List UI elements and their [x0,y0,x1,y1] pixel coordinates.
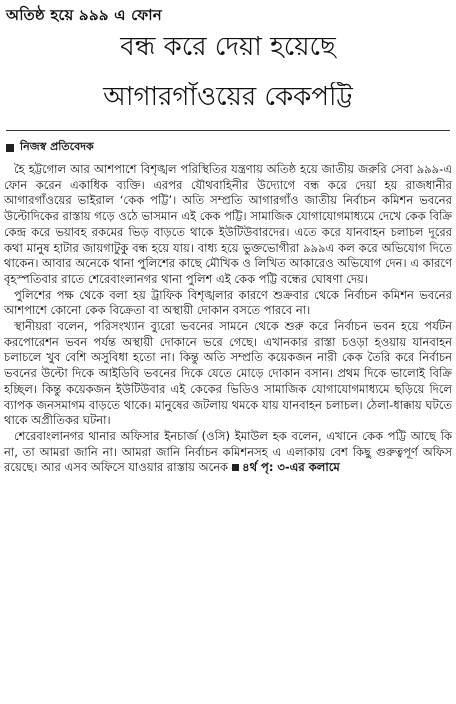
divider [6,130,450,131]
kicker: অতিষ্ঠ হয়ে ৯৯৯ এ ফোন [6,6,162,24]
paragraph-last [4,429,452,476]
continuation-jump: ৪র্থ পৃ: ৩-এর কলামে [242,460,340,475]
byline [6,138,94,157]
jump-square-icon [232,464,239,471]
article-body [4,162,452,476]
paragraph: স্থানীয়রা বলেন, পরিসংখ্যান ব্যুরো ভবনের সামনে থেকে শুরু করে নির্বাচন ভবন হয়ে পর্যটন করপোরেশন ভবন পর্যন্ত অস্থায়ী দোকানে ভরে গেছে। এখানকার রাস্তা চওড়া হওয়ায় যানবাহন চলাচলে খুব বেশি অসুবিধা হতো না। কিন্তু অতি সম্প্রতি কয়েকজন নারী কেক তৈরি করে নির্বাচন ভবনের উল্টো দিকে আইডিবি ভবনের দিকে যেতে মোড়ে দোকান বসান। প্রথম দিকে ভালোই বিক্রি হচ্ছিল। কিন্তু কয়েকজন ইউটিউবার এই কেকের ভিডিও সামাজিক যোগাযোগমাধ্যমে ছড়িয়ে দিলে ব্যাপক জনসমাগম বাড়তে থাকে। মানুষের জটলায় থমকে যায় যানবাহন চলাচল। ঠেলা-ধাক্কায় ঘটতে থাকে অপ্রীতিকর ঘটনা। [4,319,452,428]
paragraph: হৈ হট্টগোল আর আশপাশে বিশৃঙ্খল পরিস্থিতির যন্ত্রণায় অতিষ্ঠ হয়ে জাতীয় জরুরি সেবা ৯৯৯-এ ফোন করেন একাধিক ব্যক্তি। এরপর যৌথবাহিনীর উদ্যোগে বন্ধ করে দেয়া হয় রাজধানীর আগারগাঁওয়ের ভাইরাল ‘কেক পট্টি’। অতি সম্প্রতি আগারগাঁও জাতীয় নির্বাচন কমিশন ভবনের উল্টোদিকের রাস্তায় গড়ে ওঠে ভাসমান এই কেক পট্টি। সামাজিক যোগাযোগমাধ্যমে দেখে কেক বিক্রি কেন্দ্র করে ভয়াবহ রকমের ভিড় বাড়তে থাকে ইউটিউবারদের। এতে করে যানবাহন চলাচল দূরের কথা মানুষ হাটার জায়গাটুকু বন্ধ হয়ে যায়। বাধ্য হয়ে ভুক্তভোগীরা ৯৯৯এ কল করে অভিযোগ দিতে থাকেন। আবার অনেকে থানা পুলিশের কাছে মৌখিক ও লিখিত আকারেও অভিযোগ দেন। এ কারণে বৃহস্পতিবার রাতে শেরেবাংলানগর থানা পুলিশ এই কেক পট্টি বন্ধের ঘোষণা দেয়। [4,162,452,286]
byline-text: নিজস্ব প্রতিবেদক [20,140,94,153]
headline-line-1: বন্ধ করে দেয়া হয়েছে [120,32,336,62]
paragraph-text: শেরেবাংলানগর থানার অফিসার ইনচার্জ (ওসি) ইমাউল হক বলেন, এখানে কেক পট্টি আছে কি না, তা আমরা জানি না। আমরা জানি নির্বাচন কমিশনসহ এ এলাকায় বেশ কিছু গুরুত্বপূর্ণ অফিস রয়েছে। আর এসব অফিসে যাওয়ার রাস্তায় অনেক [4,428,452,475]
bullet-square-icon [6,144,14,152]
paragraph: পুলিশের পক্ষ থেকে বলা হয় ট্রাফিক বিশৃঙ্খলার কারণে শুক্রবার থেকে নির্বাচন কমিশন ভবনের আশপাশে কোনো কেক বিক্রেতা বা অস্থায়ী দোকান বসতে পারবে না। [4,287,452,318]
headline-line-2: আগারগাঁওয়ের কেকপট্টি [103,82,353,112]
